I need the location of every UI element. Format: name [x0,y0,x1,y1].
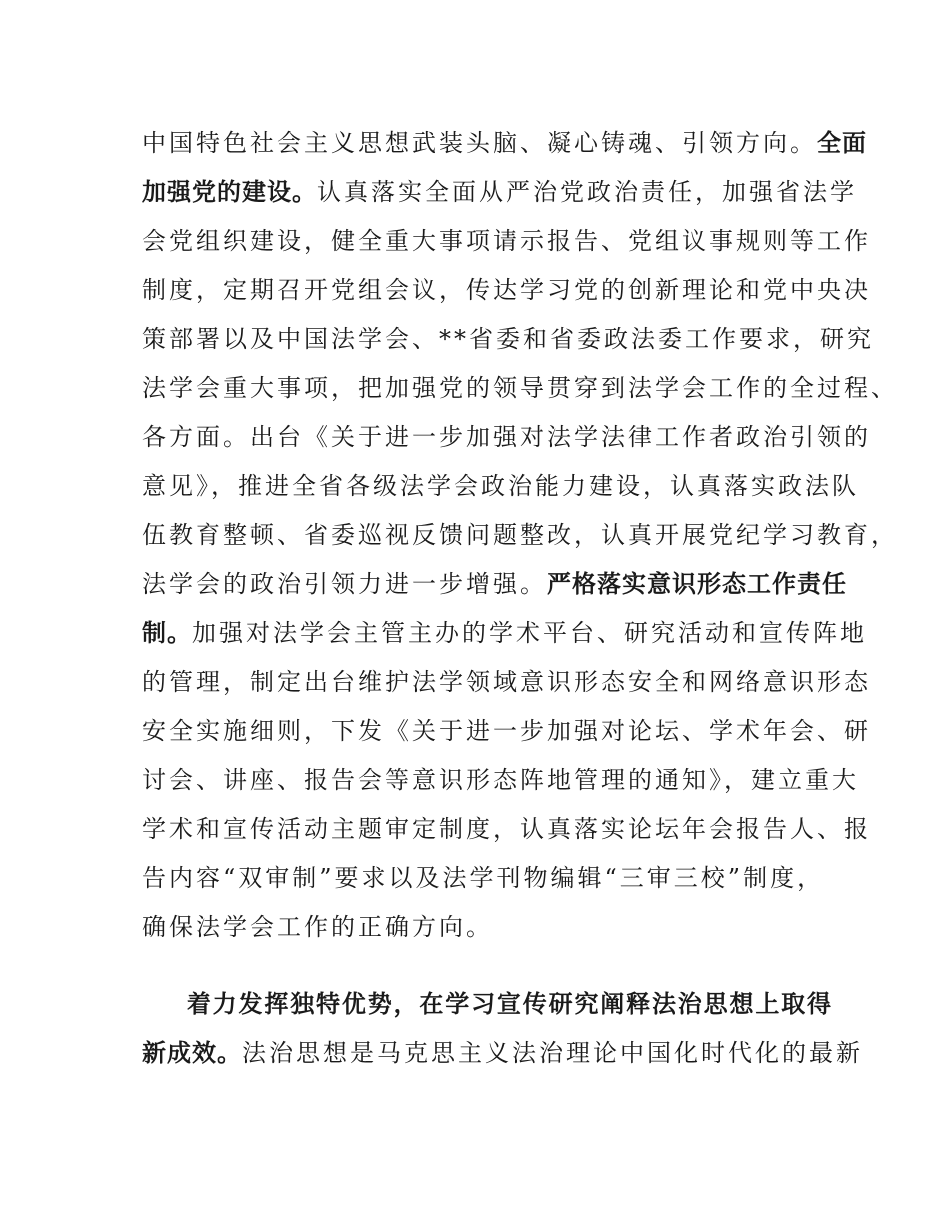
text-line: 确保法学会工作的正确方向。 [142,913,493,941]
text-line: 制度，定期召开党组会议，传达学习党的创新理论和党中央决 [142,276,871,304]
text-line: 加强党的建设。认真落实全面从严治党政治责任，加强省法学 [142,178,857,206]
text-line: 策部署以及中国法学会、**省委和省委政法委工作要求，研究 [142,325,874,353]
text-line: 伍教育整顿、省委巡视反馈问题整改，认真开展党纪学习教育， [142,521,898,549]
text-line: 意见》，推进全省各级法学会政治能力建设，认真落实政法队 [142,472,859,500]
text-line: 的管理，制定出台维护法学领域意识形态安全和网络意识形态 [142,668,871,696]
text-line [142,980,832,1029]
text-line: 中国特色社会主义思想武装头脑、凝心铸魂、引领方向。全面 [142,129,867,157]
text-line: 学术和宣传活动主题审定制度，认真落实论坛年会报告人、报 [142,815,871,843]
bold-heading: 着力发挥独特优势，在学习宣传研究阐释法治思想上取得 [186,990,832,1018]
text-line: 法学会的政治引领力进一步增强。严格落实意识形态工作责任 [142,570,847,598]
bold-heading: 新成效。 [142,1039,242,1067]
paragraph-legal-thought [142,980,863,1078]
text-line: 安全实施细则，下发《关于进一步加强对论坛、学术年会、研 [142,717,871,745]
paragraph-party-building [142,119,898,952]
text-line: 制。加强对法学会主管主办的学术平台、研究活动和宣传阵地 [142,619,867,647]
bold-heading: 严格落实意识形态工作责任 [547,570,847,598]
bold-heading: 制。 [142,619,192,647]
text-line: 新成效。法治思想是马克思主义法治理论中国化时代化的最新 [142,1039,863,1067]
text-line: 会党组织建设，健全重大事项请示报告、党组议事规则等工作 [142,227,871,255]
text-line: 告内容“双审制”要求以及法学刊物编辑“三审三校”制度， [142,864,825,892]
text-line: 法学会重大事项，把加强党的领导贯穿到法学会工作的全过程、 [142,374,898,402]
bold-heading: 加强党的建设。 [142,178,317,206]
text-line: 各方面。出台《关于进一步加强对法学法律工作者政治引领的 [142,423,871,451]
text-line: 讨会、讲座、报告会等意识形态阵地管理的通知》，建立重大 [142,766,859,794]
bold-heading: 全面 [817,129,867,157]
